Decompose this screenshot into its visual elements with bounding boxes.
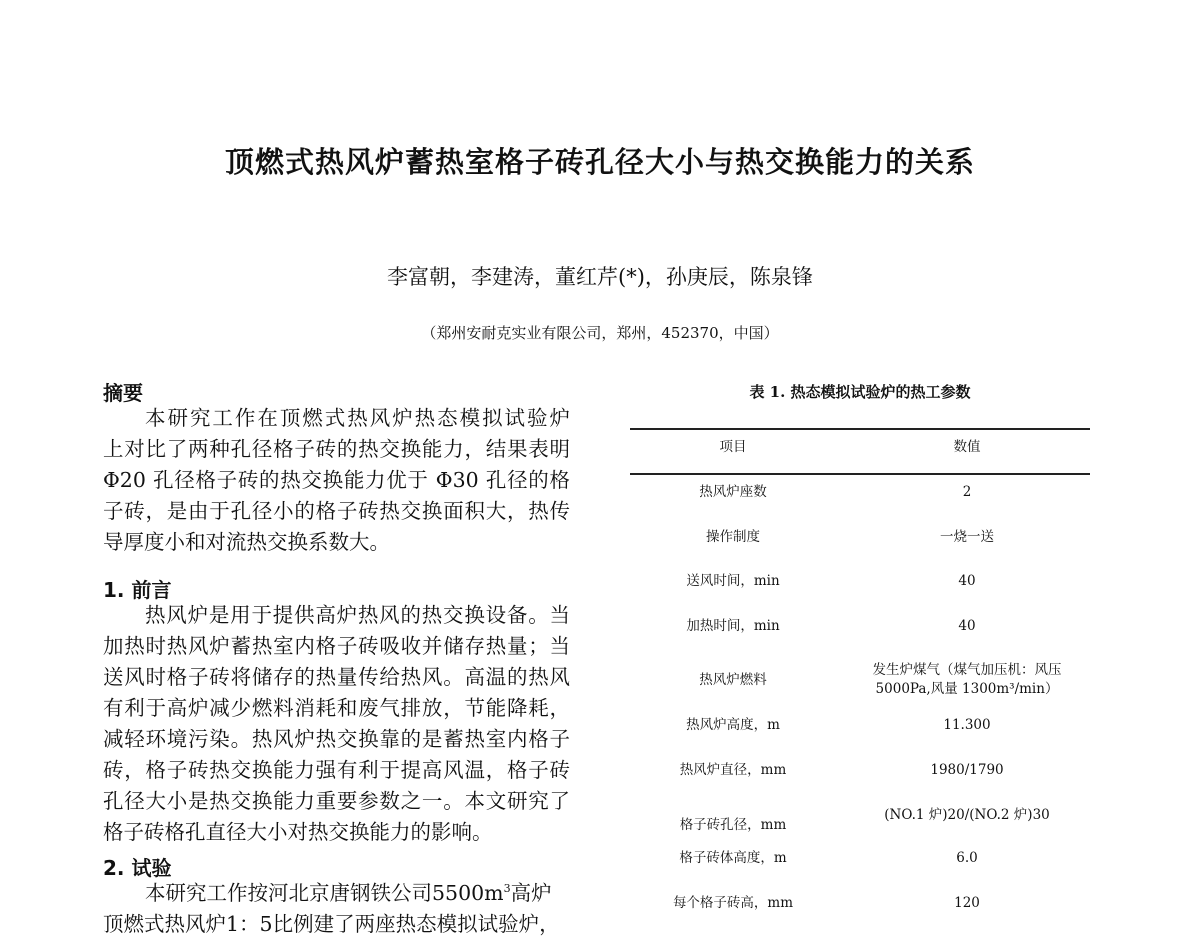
abstract-body: [103, 403, 570, 558]
paragraph-line: 格子砖格孔直径大小对热交换能力的影响。: [103, 820, 493, 844]
paragraph-line: 加热时热风炉蓄热室内格子砖吸收并储存热量；当: [103, 634, 570, 658]
paragraph-line: 热风炉是用于提供高炉热风的热交换设备。当: [145, 603, 570, 627]
section-2-heading: 2. 试验: [103, 856, 172, 880]
affiliation: （郑州安耐克实业有限公司，郑州，452370，中国）: [421, 324, 779, 342]
paragraph-line: 减轻环境污染。热风炉热交换靠的是蓄热室内格子: [103, 727, 570, 751]
table-cell-item: 热风炉高度，m: [686, 717, 780, 733]
section-2-body: [103, 878, 570, 940]
table-cell-value: 一烧一送: [940, 529, 994, 545]
paragraph-line: 送风时格子砖将储存的热量传给热风。高温的热风: [103, 665, 570, 689]
table-cell-item: 操作制度: [706, 529, 760, 545]
table-cell-value: 发生炉煤气（煤气加压机：风压 5000Pa,风量 1300m³/min）: [872, 662, 1062, 697]
table-cell-item: 格子砖体高度，m: [679, 850, 787, 866]
table-cell-item: 加热时间，min: [686, 618, 780, 634]
table-cell-item: 格子砖孔径，mm: [679, 817, 787, 833]
paragraph-line: 子砖，是由于孔径小的格子砖热交换面积大，热传: [103, 499, 570, 523]
section-1-heading: 1. 前言: [103, 578, 172, 602]
paragraph-line: 顶燃式热风炉1：5比例建了两座热态模拟试验炉，: [103, 912, 560, 936]
table-cell-value: 11.300: [943, 717, 991, 733]
section-1-body: [103, 600, 570, 848]
table-cell-item: 热风炉燃料: [699, 672, 767, 688]
table-top-rule: [630, 428, 1090, 430]
table-cell-value: 40: [958, 618, 976, 634]
paragraph-line: 导厚度小和对流热交换系数大。: [103, 530, 390, 554]
table-cell-value: 2: [962, 484, 972, 500]
table-cell-value: 1980/1790: [930, 762, 1004, 778]
paragraph-line: 本研究工作在顶燃式热风炉热态模拟试验炉: [145, 406, 570, 430]
table-cell-item: 热风炉座数: [699, 484, 767, 500]
paragraph-line: 本研究工作按河北京唐钢铁公司$5500m^3$高炉: [145, 881, 552, 905]
table-cell-value: 120: [954, 895, 980, 911]
paragraph-line: 孔径大小是热交换能力重要参数之一。本文研究了: [103, 789, 570, 813]
table-caption: 表 1. 热态模拟试验炉的热工参数: [749, 383, 971, 401]
abstract-heading: 摘要: [103, 381, 143, 405]
paragraph-line: 有利于高炉减少燃料消耗和废气排放，节能降耗，: [103, 696, 570, 720]
table-cell-value: 6.0: [956, 850, 978, 866]
table-cell-item: 送风时间，min: [686, 573, 780, 589]
table-cell-value: 40: [958, 573, 976, 589]
table-cell-item: 每个格子砖高，mm: [672, 895, 794, 911]
table-header-item: 项目: [719, 439, 747, 455]
paragraph-line: Φ20 孔径格子砖的热交换能力优于 Φ30 孔径的格: [103, 468, 570, 492]
authors: 李富朝，李建涛，董红芹(*)，孙庚辰，陈泉锋: [387, 265, 813, 289]
table-header-rule: [630, 473, 1090, 475]
table-cell-item: 热风炉直径，mm: [679, 762, 787, 778]
paragraph-line: 砖，格子砖热交换能力强有利于提高风温，格子砖: [103, 758, 570, 782]
paragraph-line: 上对比了两种孔径格子砖的热交换能力，结果表明: [103, 437, 570, 461]
paper-title: 顶燃式热风炉蓄热室格子砖孔径大小与热交换能力的关系: [224, 145, 975, 179]
table-cell-value: (NO.1 炉)20/(NO.2 炉)30: [884, 807, 1050, 823]
table-header-value: 数值: [953, 439, 981, 455]
